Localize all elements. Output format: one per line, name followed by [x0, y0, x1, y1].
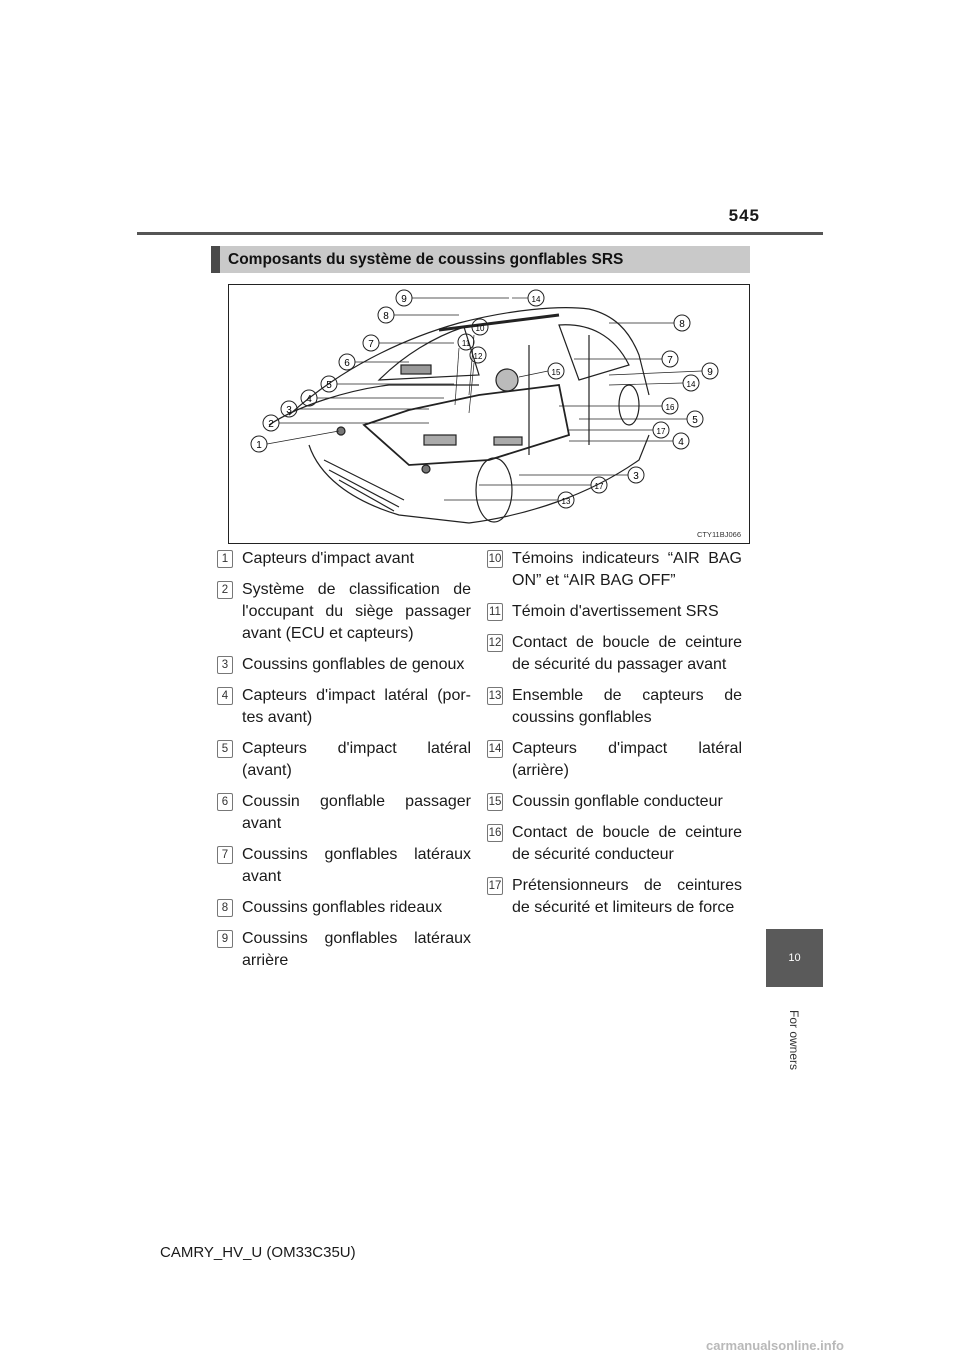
car-airbag-diagram — [229, 285, 749, 543]
front-wheel — [476, 458, 512, 522]
svg-text:1: 1 — [256, 440, 262, 451]
item-text: Témoins indicateurs “AIR BAG ON” et “AIR BAG OFF” — [512, 550, 742, 589]
callout-8 — [378, 307, 459, 323]
svg-text:6: 6 — [344, 358, 350, 369]
svg-text:17: 17 — [594, 482, 604, 491]
item-number-badge: 4 — [217, 687, 233, 705]
item-text: Prétensionneurs de ceintures de sécurité et limiteurs de force — [512, 877, 742, 916]
callout-5-right — [579, 411, 703, 427]
svg-text:11: 11 — [461, 339, 471, 348]
callout-17 — [569, 422, 669, 438]
components-list-left — [217, 548, 471, 981]
callout-14 — [512, 290, 544, 306]
car-body-outline — [269, 308, 649, 523]
svg-text:17: 17 — [656, 427, 666, 436]
item-number-badge: 1 — [217, 550, 233, 568]
list-item — [217, 685, 471, 729]
rear-window-line — [559, 325, 629, 380]
callout-9-right — [609, 363, 718, 379]
svg-text:4: 4 — [306, 394, 312, 405]
item-text: Coussins gonflables rideaux — [242, 899, 443, 916]
callout-15 — [519, 363, 564, 379]
svg-text:13: 13 — [561, 497, 571, 506]
section-header — [211, 246, 750, 273]
callout-9 — [396, 290, 509, 306]
svg-text:9: 9 — [707, 367, 713, 378]
item-number-badge: 3 — [217, 656, 233, 674]
list-item — [217, 548, 471, 570]
list-item — [487, 791, 742, 813]
svg-text:8: 8 — [679, 319, 685, 330]
list-item — [487, 875, 742, 919]
side-door-line — [529, 335, 589, 455]
item-text: Coussin gonflable conducteur — [512, 793, 723, 810]
svg-text:12: 12 — [473, 352, 483, 361]
svg-text:3: 3 — [633, 471, 639, 482]
list-item — [217, 791, 471, 835]
list-item — [487, 632, 742, 676]
chapter-tab-label: For owners — [787, 1009, 801, 1071]
item-text: Ensemble de capteurs de coussins gonflables — [512, 687, 742, 726]
item-number-badge: 14 — [487, 740, 503, 758]
airbag-sensor-assembly — [424, 435, 456, 445]
item-number-badge: 12 — [487, 634, 503, 652]
item-number-badge: 8 — [217, 899, 233, 917]
item-number-badge: 15 — [487, 793, 503, 811]
svg-text:14: 14 — [531, 295, 541, 304]
callout-4 — [301, 390, 444, 406]
svg-text:16: 16 — [665, 403, 675, 412]
item-number-badge: 5 — [217, 740, 233, 758]
callout-8-right — [609, 315, 690, 331]
car-front-bumper — [309, 445, 469, 523]
list-item — [217, 844, 471, 888]
figure-code: CTY11BJ066 — [696, 530, 741, 539]
diagram-callouts — [251, 290, 718, 508]
svg-text:10: 10 — [475, 324, 485, 333]
item-number-badge: 9 — [217, 930, 233, 948]
svg-text:3: 3 — [286, 405, 292, 416]
section-title: Composants du système de coussins gonflables SRS — [228, 251, 624, 268]
list-item — [217, 738, 471, 782]
item-text: Coussins gonflables latéraux avant — [242, 846, 471, 885]
list-item — [487, 822, 742, 866]
footer-model-code: CAMRY_HV_U (OM33C35U) — [160, 1244, 356, 1261]
item-number-badge: 11 — [487, 603, 503, 621]
item-text: Capteurs d'impact latéral (arrière) — [512, 740, 742, 779]
svg-text:2: 2 — [268, 419, 274, 430]
car-lower-body — [469, 435, 649, 523]
svg-text:7: 7 — [368, 339, 374, 350]
chapter-tab-number: 10 — [788, 952, 801, 964]
item-number-badge: 16 — [487, 824, 503, 842]
list-item — [217, 897, 471, 919]
callout-13 — [444, 492, 574, 508]
car-grille — [324, 460, 404, 511]
callout-16 — [559, 398, 678, 414]
list-item — [487, 548, 742, 592]
car-roof-line — [289, 308, 649, 415]
item-text: Système de classification de l'occupant du siège passager avant (ECU et capteurs) — [242, 581, 471, 642]
callout-4-right — [569, 433, 689, 449]
callout-14-right — [609, 375, 699, 391]
callout-17-lower — [479, 477, 607, 493]
svg-text:4: 4 — [678, 437, 684, 448]
list-item — [487, 685, 742, 729]
item-text: Contact de boucle de ceinture de sécurité conducteur — [512, 824, 742, 863]
item-text: Témoin d'avertissement SRS — [512, 603, 719, 620]
list-item — [217, 579, 471, 645]
item-number-badge: 13 — [487, 687, 503, 705]
airbag-wiring-loop — [364, 385, 569, 465]
page-number: 545 — [728, 206, 760, 225]
callout-5 — [321, 376, 454, 392]
svg-text:14: 14 — [686, 380, 696, 389]
item-text: Contact de boucle de ceinture de sécurité du passager avant — [512, 634, 742, 673]
components-list-right — [487, 548, 742, 928]
item-number-badge: 17 — [487, 877, 503, 895]
svg-text:9: 9 — [401, 294, 407, 305]
curtain-airbag-strip — [439, 315, 559, 330]
item-number-badge: 6 — [217, 793, 233, 811]
top-rule — [137, 232, 823, 235]
list-item — [487, 601, 742, 623]
svg-text:15: 15 — [551, 368, 561, 377]
item-number-badge: 10 — [487, 550, 503, 568]
list-item — [487, 738, 742, 782]
lower-front-sensor — [422, 465, 430, 473]
item-number-badge: 2 — [217, 581, 233, 599]
item-text: Capteurs d'impact latéral (avant) — [242, 740, 471, 779]
passenger-airbag-module — [401, 365, 431, 374]
steering-wheel — [496, 369, 518, 391]
svg-text:5: 5 — [326, 380, 332, 391]
item-text: Coussin gonflable passager avant — [242, 793, 471, 832]
svg-text:5: 5 — [692, 415, 698, 426]
list-item — [217, 928, 471, 972]
svg-text:7: 7 — [667, 355, 673, 366]
item-number-badge: 7 — [217, 846, 233, 864]
callout-7 — [363, 335, 454, 351]
item-text: Coussins gonflables latéraux arrière — [242, 930, 471, 969]
list-item — [217, 654, 471, 676]
item-text: Capteurs d'impact latéral (por-tes avant) — [242, 687, 471, 726]
callout-1 — [251, 431, 339, 452]
knee-airbag-module — [494, 437, 522, 445]
airbag-components-figure — [228, 284, 750, 544]
callout-12 — [469, 347, 486, 413]
svg-text:8: 8 — [383, 311, 389, 322]
item-text: Capteurs d'impact avant — [242, 550, 415, 567]
watermark: carmanualsonline.info — [706, 1338, 844, 1353]
item-text: Coussins gonflables de genoux — [242, 656, 465, 673]
